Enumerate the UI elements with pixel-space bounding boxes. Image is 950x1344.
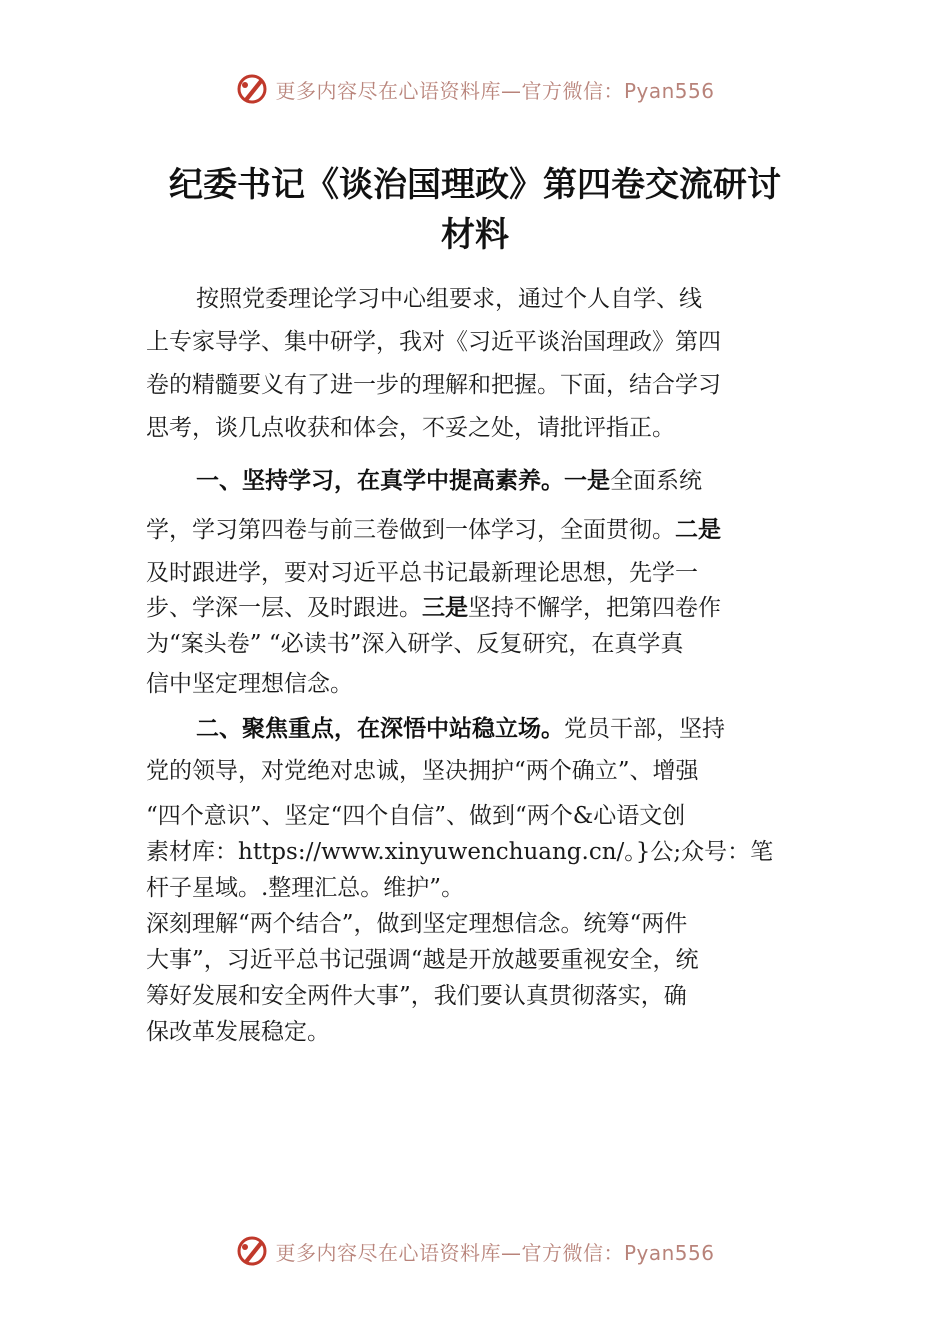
p3-line-1-text: 党员干部，坚持	[564, 716, 725, 742]
point-three-text: 坚持不懈学，把第四卷作	[468, 595, 721, 621]
point-three-label: 三是	[422, 595, 468, 621]
p2-line-2-text: 学，学习第四卷与前三卷做到一体学习，全面贯彻。	[146, 517, 675, 543]
p2-line-6: 信中坚定理想信念。	[146, 671, 353, 697]
p3-line-3: “四个意识”、坚定“四个自信”、做到“两个&心语文创	[146, 803, 686, 829]
title-line-1: 纪委书记《谈治国理政》第四卷交流研讨	[169, 165, 781, 205]
point-one-text: 全面系统	[610, 468, 702, 494]
point-two-label: 二是	[675, 517, 721, 543]
p2-line-4	[146, 589, 721, 622]
p3-line-5: 杆子星域。.整理汇总。维护”。	[146, 875, 465, 901]
p3-line-7: 大事”，习近平总书记强调“越是开放越要重视安全，统	[146, 947, 699, 973]
p3-line-8: 筹好发展和安全两件大事”，我们要认真贯彻落实，确	[146, 983, 687, 1009]
p2-line-3: 及时跟进学，要对习近平总书记最新理论思想，先学一	[146, 560, 698, 586]
pen-logo-icon	[235, 72, 269, 106]
p1-line-1: 按照党委理论学习中心组要求，通过个人自学、线	[196, 286, 702, 312]
p1-line-4: 思考，谈几点收获和体会，不妥之处，请批评指正。	[146, 415, 675, 441]
footer-banner	[0, 1234, 950, 1268]
p1-line-3: 卷的精髓要义有了进一步的理解和把握。下面，结合学习	[146, 372, 721, 398]
header-banner	[0, 72, 950, 106]
pen-logo-icon	[235, 1234, 269, 1268]
p2-line-2	[146, 511, 721, 544]
banner-text: 更多内容尽在心语资料库—官方微信：Pyan556	[275, 78, 715, 103]
p3-line-2: 党的领导，对党绝对忠诚，坚决拥护“两个确立”、增强	[146, 758, 699, 784]
p3-line-4: 素材库：https://www.xinyuwenchuang.cn/。}公;众号：笔	[146, 839, 774, 865]
title-line-2: 材料	[441, 215, 509, 255]
p3-line-6: 深刻理解“两个结合”，做到坚定理想信念。统筹“两件	[146, 911, 688, 937]
document-title	[100, 160, 850, 260]
section-heading-1: 一、坚持学习，在真学中提高素养。	[196, 468, 564, 494]
p2-line-1	[196, 462, 702, 495]
p2-line-5: 为“案头卷” “必读书”深入研学、反复研究，在真学真	[146, 631, 684, 657]
p2-line-4-text: 步、学深一层、及时跟进。	[146, 595, 422, 621]
p3-line-1	[196, 710, 725, 743]
p1-line-2: 上专家导学、集中研学，我对《习近平谈治国理政》第四	[146, 329, 721, 355]
banner-text: 更多内容尽在心语资料库—官方微信：Pyan556	[275, 1240, 715, 1265]
p3-line-9: 保改革发展稳定。	[146, 1019, 330, 1045]
point-one-label: 一是	[564, 468, 610, 494]
section-heading-2: 二、聚焦重点，在深悟中站稳立场。	[196, 716, 564, 742]
